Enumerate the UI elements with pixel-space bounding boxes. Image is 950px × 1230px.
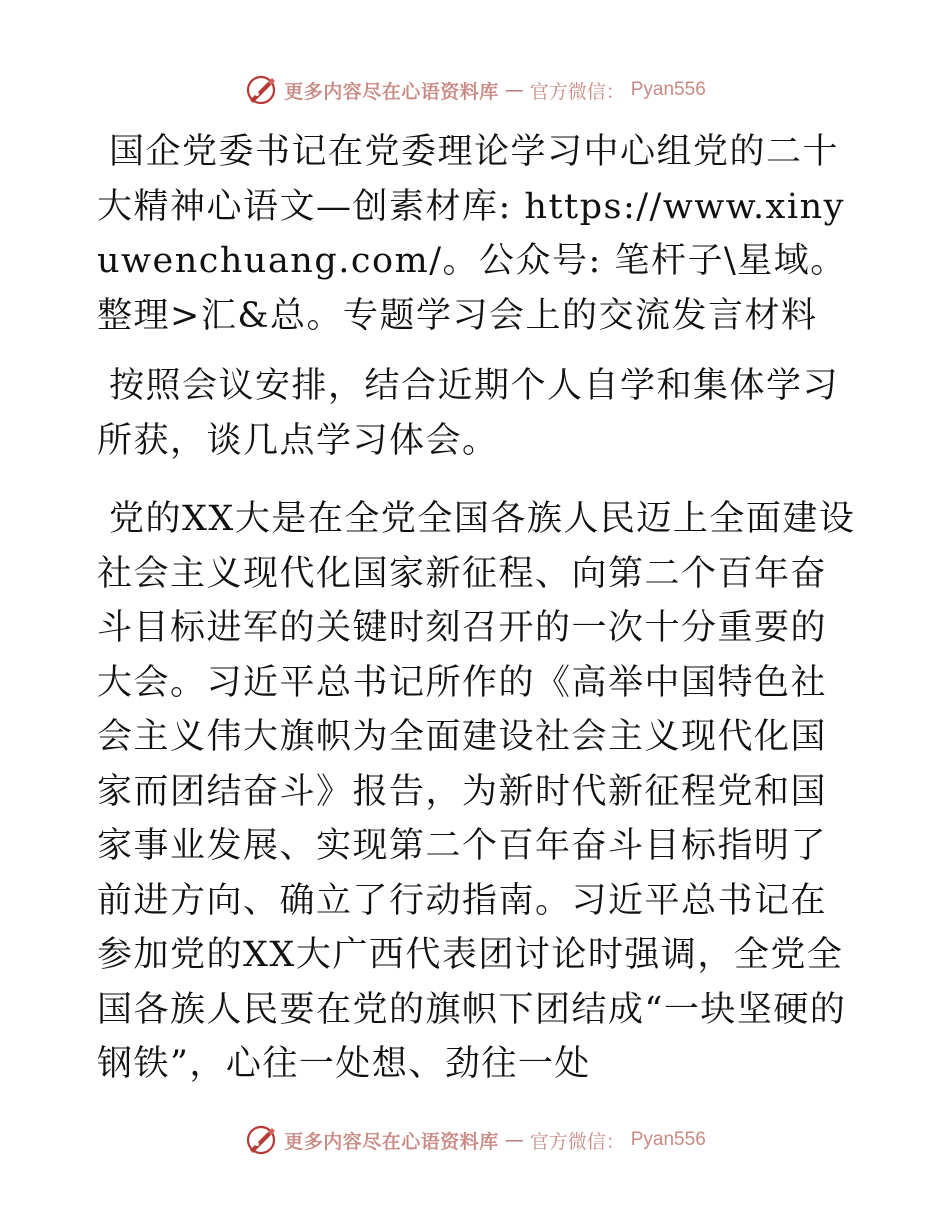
pen-logo-icon (244, 1123, 278, 1157)
banner-brand-text: 更多内容尽在心语资料库 (284, 80, 499, 103)
banner-wechat-id: Pyan556 (630, 1129, 706, 1150)
pen-logo-icon (244, 73, 278, 107)
document-title-paragraph: 国企党委书记在党委理论学习中心组党的二十大精神心语文—创素材库: https://www.xinyuwenchuang.com/。公众号: 笔杆子\星域。整理>汇&总。专题学习会上的交流发言材料 (97, 132, 847, 336)
banner-wechat-id: Pyan556 (630, 79, 706, 100)
banner-separator: — (504, 1129, 524, 1151)
banner-wechat-label: 官方微信： (529, 1130, 625, 1153)
body-paragraph: 党的XX大是在全党全国各族人民迈上全面建设社会主义现代化国家新征程、向第二个百年奋斗目标进军的关键时刻召开的一次十分重要的大会。习近平总书记所作的《高举中国特色社会主义伟大旗帜为全面建设社会主义现代化国家而团结奋斗》报告，为新时代新征程党和国家事业发展、实现第二个百年奋斗目标指明了前进方向、确立了行动指南。习近平总书记在参加党的XX大广西代表团讨论时强调，全党全国各族人民要在党的旗帜下团结成“一块坚硬的钢铁”，心往一处想、劲往一处 (97, 499, 856, 1084)
banner-wechat-label: 官方微信： (529, 80, 625, 103)
footer-banner (0, 1120, 950, 1160)
header-banner (0, 70, 950, 110)
document-body (97, 125, 857, 1116)
intro-paragraph: 按照会议安排，结合近期个人自学和集体学习所获，谈几点学习体会。 (97, 366, 840, 461)
banner-separator: — (504, 79, 524, 101)
banner-brand-text: 更多内容尽在心语资料库 (284, 1130, 499, 1153)
